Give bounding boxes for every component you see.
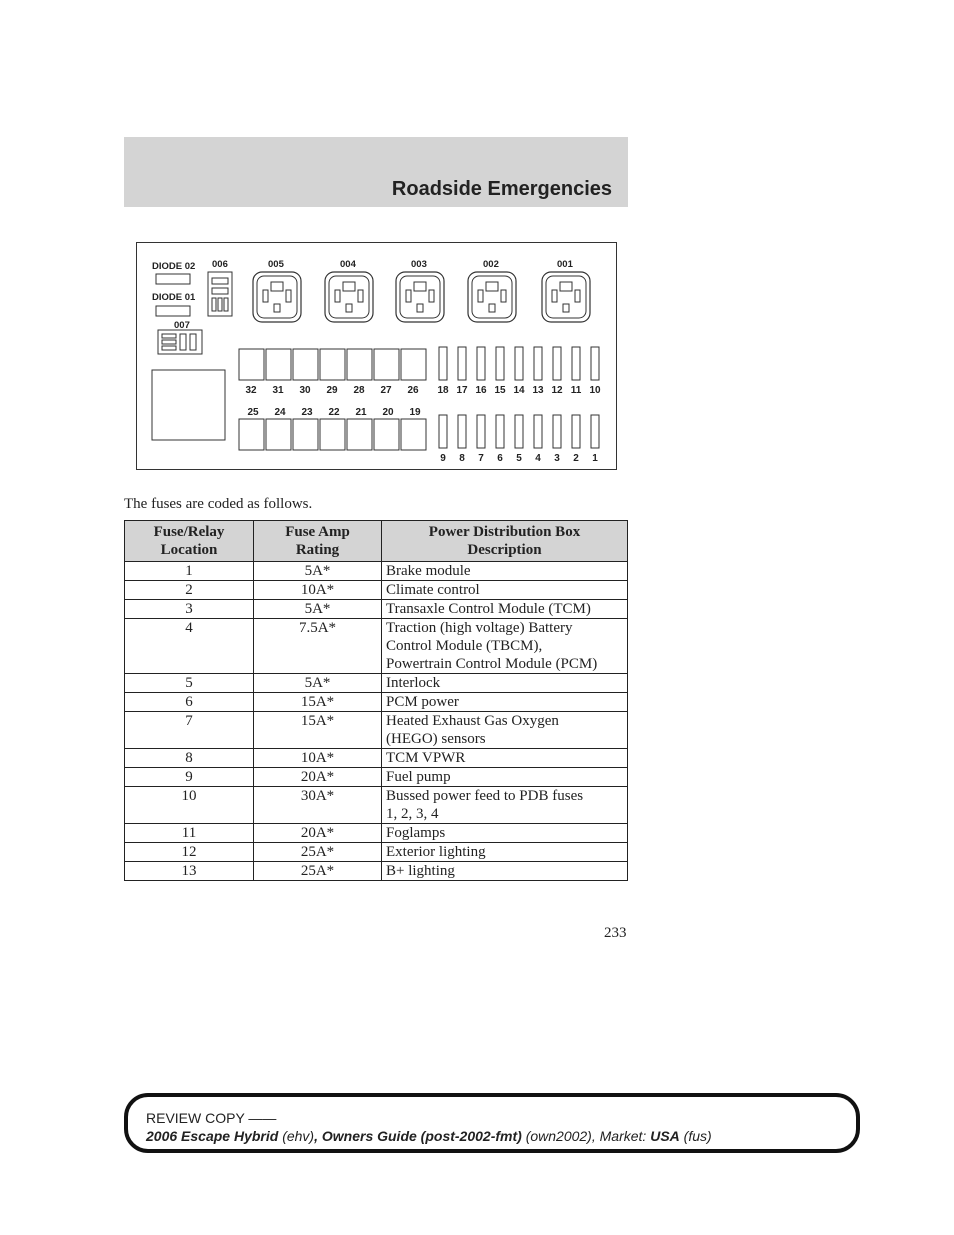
mini-fuse-label-16: 16 <box>475 385 487 396</box>
cell-location: 6 <box>125 693 254 712</box>
cell-amp: 20A* <box>254 768 382 787</box>
diode-02-label: DIODE 02 <box>152 261 196 272</box>
fuse-box-diagram <box>136 242 617 470</box>
relay-label-001: 001 <box>557 259 573 270</box>
cell-description <box>382 581 628 600</box>
description-line: Fuel pump <box>386 769 451 785</box>
cell-description <box>382 843 628 862</box>
maxi-fuse-label-24: 24 <box>274 407 286 418</box>
cell-location: 1 <box>125 562 254 581</box>
description-line: Exterior lighting <box>386 844 486 860</box>
review-line-2 <box>146 1127 856 1145</box>
cell-amp: 15A* <box>254 693 382 712</box>
description-line: Traction (high voltage) Battery <box>386 620 573 636</box>
mini-fuse-label-2: 2 <box>573 453 579 464</box>
header-amp: Fuse Amp Rating <box>254 521 382 562</box>
diode-01-label: DIODE 01 <box>152 292 196 303</box>
page-number: 233 <box>604 925 627 941</box>
cell-location: 9 <box>125 768 254 787</box>
cell-location: 8 <box>125 749 254 768</box>
mini-fuse-label-6: 6 <box>497 453 503 464</box>
section-header-band <box>124 137 628 207</box>
cell-description <box>382 674 628 693</box>
description-line: B+ lighting <box>386 863 455 879</box>
maxi-fuse-label-19: 19 <box>409 407 421 418</box>
maxi-fuse-label-23: 23 <box>301 407 313 418</box>
table-row <box>125 674 628 693</box>
cell-amp: 15A* <box>254 712 382 749</box>
cell-description <box>382 600 628 619</box>
table-row <box>125 749 628 768</box>
review-line-1: REVIEW COPY —— <box>146 1110 277 1126</box>
cell-amp: 10A* <box>254 581 382 600</box>
maxi-fuse-label-22: 22 <box>328 407 340 418</box>
maxi-fuse-label-25: 25 <box>247 407 259 418</box>
cell-amp: 5A* <box>254 562 382 581</box>
relay-label-002: 002 <box>483 259 499 270</box>
mini-fuse-label-17: 17 <box>456 385 468 396</box>
table-row <box>125 562 628 581</box>
mini-fuse-label-9: 9 <box>440 453 446 464</box>
description-line: Interlock <box>386 675 441 691</box>
mini-fuse-label-5: 5 <box>516 453 522 464</box>
review-copy-box <box>124 1093 860 1153</box>
description-line: Bussed power feed to PDB fuses <box>386 788 584 804</box>
mini-fuse-label-18: 18 <box>437 385 449 396</box>
maxi-fuse-label-28: 28 <box>353 385 365 396</box>
sep-2: , Market: <box>591 1128 647 1144</box>
table-row <box>125 693 628 712</box>
mini-fuse-label-8: 8 <box>459 453 465 464</box>
cell-description <box>382 787 628 824</box>
relay-label-004: 004 <box>340 259 356 270</box>
sep-1: , <box>314 1128 318 1144</box>
cell-location: 4 <box>125 619 254 674</box>
table-row <box>125 619 628 674</box>
table-row <box>125 862 628 881</box>
mini-fuse-label-12: 12 <box>551 385 563 396</box>
cell-location: 13 <box>125 862 254 881</box>
header-location: Fuse/Relay Location <box>125 521 254 562</box>
description-line: (HEGO) sensors <box>386 731 486 747</box>
table-row <box>125 824 628 843</box>
guide-name: Owners Guide (post-2002-fmt) <box>321 1128 522 1144</box>
cell-description <box>382 712 628 749</box>
market-code: (fus) <box>683 1128 712 1144</box>
mini-fuse-label-11: 11 <box>570 385 582 396</box>
cell-location: 11 <box>125 824 254 843</box>
mini-fuse-label-7: 7 <box>478 453 484 464</box>
cell-location: 12 <box>125 843 254 862</box>
cell-description <box>382 693 628 712</box>
section-title: Roadside Emergencies <box>391 178 612 200</box>
cell-amp: 5A* <box>254 674 382 693</box>
cell-amp: 10A* <box>254 749 382 768</box>
model-code: (ehv) <box>282 1128 315 1144</box>
description-line: Control Module (TBCM), <box>386 638 543 654</box>
header-description: Power Distribution Box Description <box>382 521 628 562</box>
mini-fuse-label-3: 3 <box>554 453 560 464</box>
cell-amp: 30A* <box>254 787 382 824</box>
description-line: 1, 2, 3, 4 <box>386 806 439 822</box>
relay-007-label: 007 <box>174 320 190 331</box>
description-line: Brake module <box>386 563 471 579</box>
cell-description <box>382 862 628 881</box>
table-row <box>125 712 628 749</box>
maxi-fuse-label-32: 32 <box>245 385 257 396</box>
description-line: TCM VPWR <box>386 750 466 766</box>
description-line: Transaxle Control Module (TCM) <box>386 601 591 617</box>
table-header-row <box>125 521 628 562</box>
mini-fuse-label-15: 15 <box>494 385 506 396</box>
cell-location: 7 <box>125 712 254 749</box>
cell-description <box>382 824 628 843</box>
mini-fuse-label-4: 4 <box>535 453 541 464</box>
description-line: PCM power <box>386 694 459 710</box>
cell-amp: 5A* <box>254 600 382 619</box>
maxi-fuse-label-27: 27 <box>380 385 392 396</box>
market-name: USA <box>650 1128 680 1144</box>
table-row <box>125 581 628 600</box>
description-line: Heated Exhaust Gas Oxygen <box>386 713 559 729</box>
description-line: Powertrain Control Module (PCM) <box>386 656 598 672</box>
table-row <box>125 768 628 787</box>
table-row <box>125 787 628 824</box>
guide-code: (own2002) <box>525 1128 592 1144</box>
mini-fuse-label-13: 13 <box>532 385 544 396</box>
cell-description <box>382 619 628 674</box>
cell-amp: 20A* <box>254 824 382 843</box>
cell-location: 2 <box>125 581 254 600</box>
intro-text: The fuses are coded as follows. <box>124 496 313 512</box>
table-row <box>125 600 628 619</box>
mini-fuse-label-14: 14 <box>513 385 525 396</box>
maxi-fuse-label-21: 21 <box>355 407 367 418</box>
cell-amp: 25A* <box>254 862 382 881</box>
maxi-fuse-label-29: 29 <box>326 385 338 396</box>
cell-description <box>382 768 628 787</box>
description-line: Foglamps <box>386 825 446 841</box>
cell-location: 10 <box>125 787 254 824</box>
relay-label-003: 003 <box>411 259 427 270</box>
description-line: Climate control <box>386 582 480 598</box>
relay-006-label: 006 <box>212 259 228 270</box>
fuse-table <box>124 520 628 881</box>
cell-location: 5 <box>125 674 254 693</box>
mini-fuse-label-10: 10 <box>589 385 601 396</box>
table-row <box>125 843 628 862</box>
maxi-fuse-label-20: 20 <box>382 407 394 418</box>
cell-description <box>382 562 628 581</box>
mini-fuse-label-1: 1 <box>592 453 598 464</box>
table-body <box>125 562 628 881</box>
cell-amp: 25A* <box>254 843 382 862</box>
cell-amp: 7.5A* <box>254 619 382 674</box>
cell-description <box>382 749 628 768</box>
maxi-fuse-label-30: 30 <box>299 385 311 396</box>
model-name: 2006 Escape Hybrid <box>146 1128 279 1144</box>
maxi-fuse-label-31: 31 <box>272 385 284 396</box>
maxi-fuse-label-26: 26 <box>407 385 419 396</box>
cell-location: 3 <box>125 600 254 619</box>
relay-label-005: 005 <box>268 259 284 270</box>
